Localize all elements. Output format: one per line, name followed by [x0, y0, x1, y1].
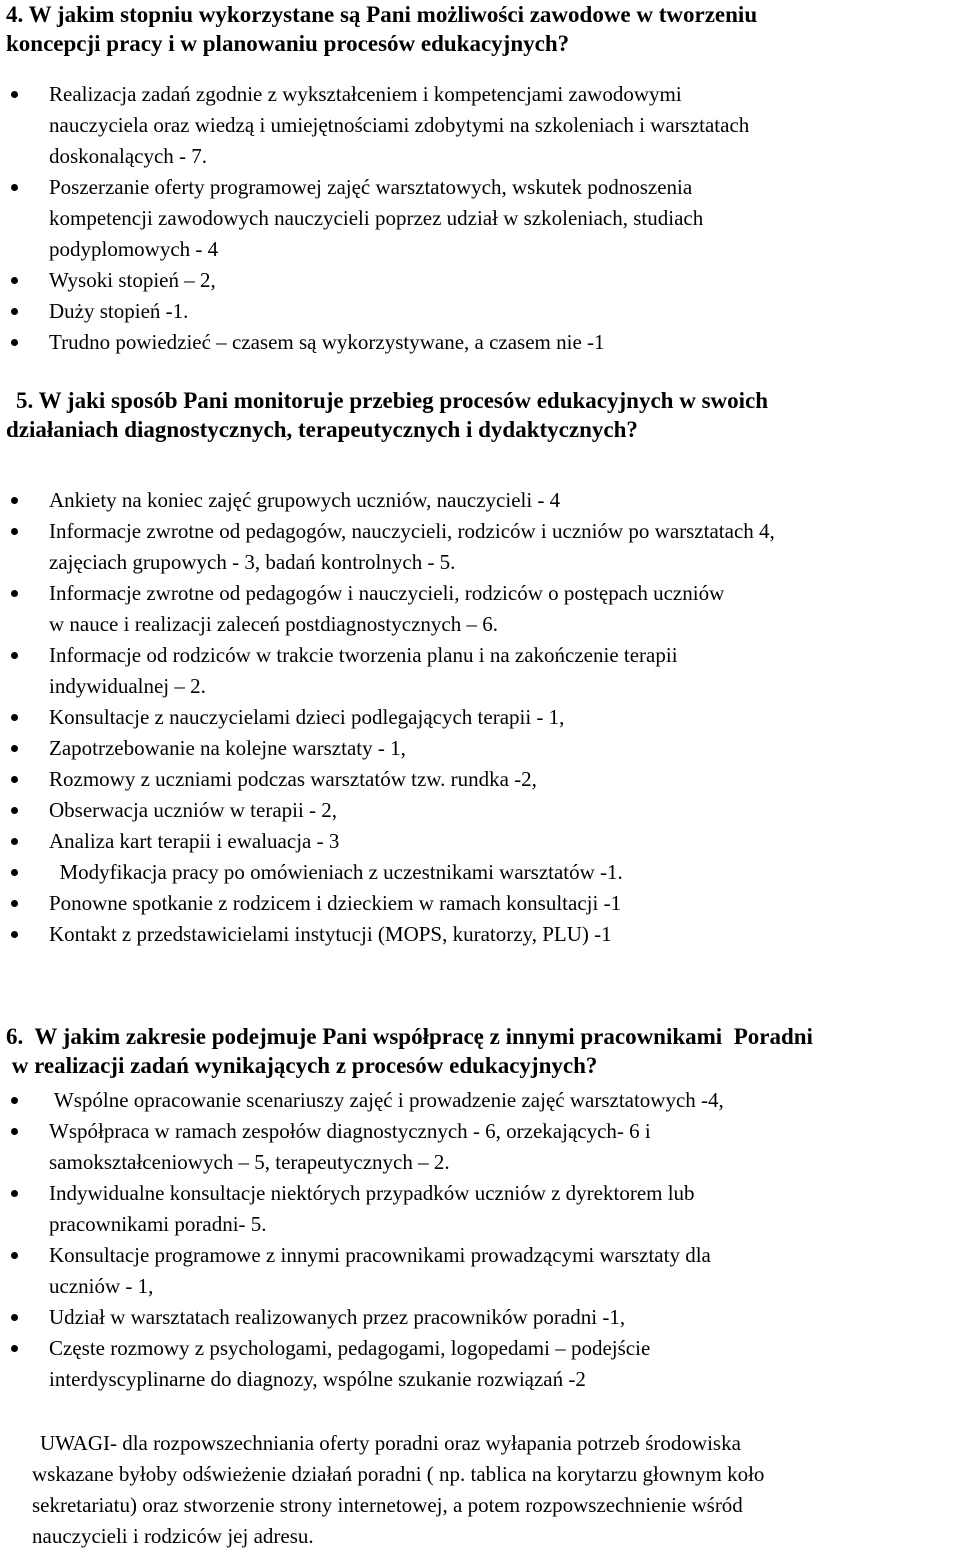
list-item-text: indywidualnej – 2. [49, 674, 206, 698]
list-item-text: Obserwacja uczniów w terapii - 2, [49, 798, 338, 822]
list-item-text: Duży stopień -1. [49, 299, 189, 323]
section-4-list [0, 79, 749, 358]
list-item [0, 1240, 724, 1302]
remarks-line: nauczycieli i rodziców jej adresu. [32, 1524, 314, 1548]
list-item-text: Poszerzanie oferty programowej zajęć warsztatowych, wskutek podnoszenia [49, 175, 693, 199]
list-item-text: Informacje zwrotne od pedagogów i nauczycieli, rodziców o postępach uczniów [49, 581, 725, 605]
list-item-text: podyplomowych - 4 [49, 237, 219, 261]
list-item-text: Częste rozmowy z psychologami, pedagogami, logopedami – podejście [49, 1336, 651, 1360]
list-item [0, 1085, 724, 1116]
list-item-text: Konsultacje programowe z innymi pracownikami prowadzącymi warsztaty dla [49, 1243, 711, 1267]
list-item [0, 702, 775, 733]
list-item [0, 516, 775, 578]
list-item-text: Informacje od rodziców w trakcie tworzenia planu i na zakończenie terapii [49, 643, 678, 667]
list-item-text: samokształceniowych – 5, terapeutycznych – 2. [49, 1150, 450, 1174]
section-6-list [0, 1085, 724, 1395]
list-item [0, 327, 749, 358]
remarks-line: sekretariatu) oraz stworzenie strony internetowej, a potem rozpowszechnienie wśród [32, 1493, 743, 1517]
list-item [0, 172, 749, 265]
heading-line [6, 386, 768, 415]
list-item-text: Kontakt z przedstawicielami instytucji (MOPS, kuratorzy, PLU) -1 [49, 922, 612, 946]
list-item-text: Wysoki stopień – 2, [49, 268, 216, 292]
section-number: 5. [16, 388, 34, 413]
list-item-text: Informacje zwrotne od pedagogów, nauczycieli, rodziców i uczniów po warsztatach 4, [49, 519, 775, 543]
list-item-text: Ankiety na koniec zajęć grupowych uczniów, nauczycieli - 4 [49, 488, 561, 512]
list-item-text: doskonalących - 7. [49, 144, 208, 168]
section-5-heading [6, 386, 768, 444]
list-item-text: Udział w warsztatach realizowanych przez pracowników poradni -1, [49, 1305, 626, 1329]
list-item [0, 1178, 724, 1240]
heading-line: koncepcji pracy i w planowaniu procesów edukacyjnych? [6, 31, 570, 56]
remarks-line: wskazane byłoby odświeżenie działań poradni ( np. tablica na korytarzu głownym koło [32, 1462, 765, 1486]
list-item-text: Analiza kart terapii i ewaluacja - 3 [49, 829, 340, 853]
list-item [0, 578, 775, 640]
list-item [0, 733, 775, 764]
list-item-text: zajęciach grupowych - 3, badań kontrolnych - 5. [49, 550, 456, 574]
heading-line: 4. W jakim stopniu wykorzystane są Pani możliwości zawodowe w tworzeniu [6, 2, 758, 27]
list-item-text: Indywidualne konsultacje niektórych przypadków uczniów z dyrektorem lub [49, 1181, 695, 1205]
list-item [0, 1116, 724, 1178]
list-item-text: uczniów - 1, [49, 1274, 154, 1298]
list-item [0, 826, 775, 857]
list-item [0, 919, 775, 950]
list-item-text: Rozmowy z uczniami podczas warsztatów tzw. rundka -2, [49, 767, 537, 791]
list-item-text: Współpraca w ramach zespołów diagnostycznych - 6, orzekających- 6 i [49, 1119, 651, 1143]
list-item-text: interdyscyplinarne do diagnozy, wspólne szukanie rozwiązań -2 [49, 1367, 586, 1391]
list-item [0, 795, 775, 826]
list-item [0, 1333, 724, 1395]
list-item-text: pracownikami poradni- 5. [49, 1212, 267, 1236]
list-item-text: Trudno powiedzieć – czasem są wykorzystywane, a czasem nie -1 [49, 330, 605, 354]
remarks-paragraph [32, 1428, 764, 1552]
list-item [0, 485, 775, 516]
list-item [0, 640, 775, 702]
section-4-heading [6, 0, 757, 58]
list-item-text: Zapotrzebowanie na kolejne warsztaty - 1, [49, 736, 406, 760]
heading-line: 6. W jakim zakresie podejmuje Pani współpracę z innymi pracownikami Poradni [6, 1024, 813, 1049]
list-item-text: w nauce i realizacji zaleceń postdiagnostycznych – 6. [49, 612, 498, 636]
list-item [0, 857, 775, 888]
list-item [0, 764, 775, 795]
list-item [0, 888, 775, 919]
list-item-text: Wspólne opracowanie scenariuszy zajęć i prowadzenie zajęć warsztatowych -4, [49, 1088, 724, 1112]
list-item [0, 1302, 724, 1333]
list-item [0, 79, 749, 172]
list-item-text: kompetencji zawodowych nauczycieli poprzez udział w szkoleniach, studiach [49, 206, 704, 230]
remarks-line: UWAGI- dla rozpowszechniania oferty poradni oraz wyłapania potrzeb środowiska [40, 1431, 741, 1455]
heading-line: działaniach diagnostycznych, terapeutycznych i dydaktycznych? [6, 417, 638, 442]
section-5-list [0, 485, 775, 950]
list-item-text: Realizacja zadań zgodnie z wykształceniem i kompetencjami zawodowymi [49, 82, 682, 106]
list-item-text: Modyfikacja pracy po omówieniach z uczestnikami warsztatów -1. [49, 860, 623, 884]
list-item-text: Konsultacje z nauczycielami dzieci podlegających terapii - 1, [49, 705, 565, 729]
list-item [0, 296, 749, 327]
heading-text: W jaki sposób Pani monitoruje przebieg procesów edukacyjnych w swoich [38, 388, 769, 413]
list-item-text: nauczyciela oraz wiedzą i umiejętnościami zdobytymi na szkoleniach i warsztatach [49, 113, 750, 137]
heading-line: w realizacji zadań wynikających z procesów edukacyjnych? [6, 1053, 598, 1078]
list-item-text: Ponowne spotkanie z rodzicem i dzieckiem w ramach konsultacji -1 [49, 891, 622, 915]
section-6-heading [6, 1022, 813, 1080]
list-item [0, 265, 749, 296]
